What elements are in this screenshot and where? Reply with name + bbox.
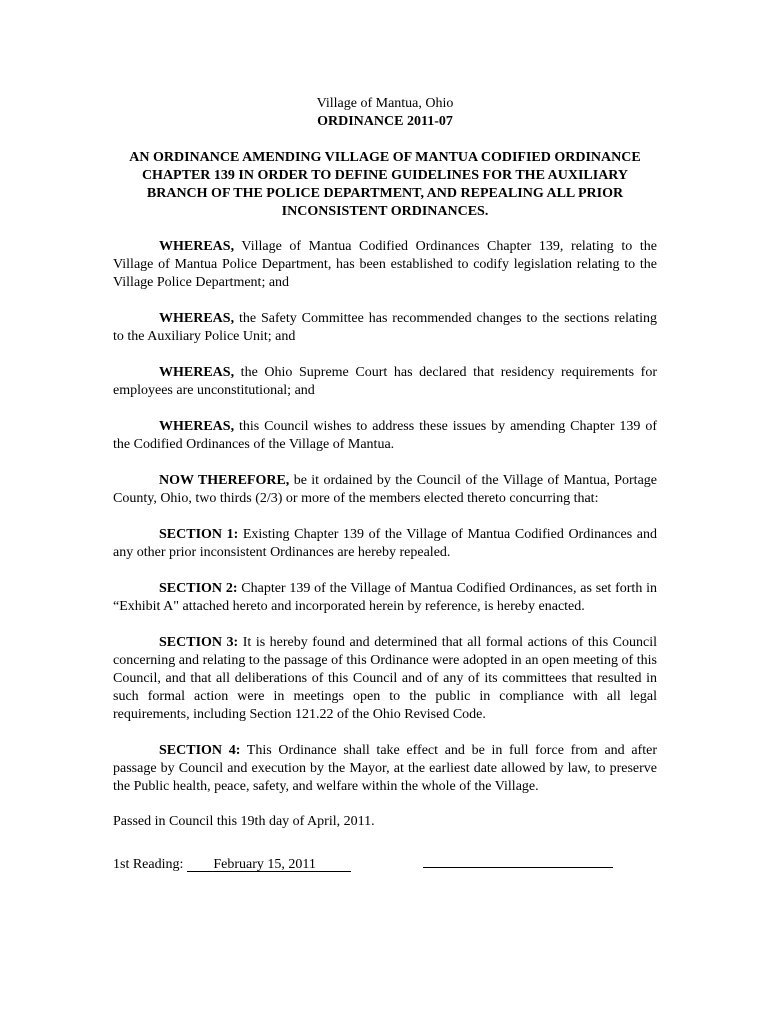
paragraph-text: the Safety Committee has recommended changes to the sections relating to the Auxiliary Police Unit; and — [113, 311, 657, 344]
document-header — [113, 95, 657, 131]
paragraph-text: This Ordinance shall take effect and be in full force from and after passage by Council and execution by the Mayor, at the earliest date allowed by law, to preserve the Public health, peace, safety, and welfare within the whole of the Village. — [113, 743, 657, 794]
paragraph-lead: SECTION 2: — [159, 581, 238, 596]
whereas-paragraph-4 — [113, 418, 657, 454]
paragraph-lead: NOW THEREFORE, — [159, 473, 290, 488]
whereas-paragraph-2 — [113, 310, 657, 346]
paragraph-lead: WHEREAS, — [159, 239, 235, 254]
paragraph-text: be it ordained by the Council of the Village of Mantua, Portage County, Ohio, two thirds (2/3) or more of the members elected thereto concurring that: — [113, 473, 657, 506]
signature-line — [423, 851, 613, 868]
paragraph-lead: WHEREAS, — [159, 311, 235, 326]
paragraph-lead: WHEREAS, — [159, 419, 235, 434]
village-name: Village of Mantua, Ohio — [316, 96, 454, 111]
ordinance-title: AN ORDINANCE AMENDING VILLAGE OF MANTUA CODIFIED ORDINANCE CHAPTER 139 IN ORDER TO DEFINE GUIDELINES FOR THE AUXILIARY BRANCH OF THE POLICE DEPARTMENT, AND REPEALING ALL PRIOR INCONSISTENT ORDINANCES. — [129, 150, 641, 219]
now-therefore-paragraph — [113, 472, 657, 508]
paragraph-text: Village of Mantua Codified Ordinances Chapter 139, relating to the Village of Mantua Police Department, has been established to codify legislation relating to the Village Police Department; and — [113, 239, 657, 290]
section-4-paragraph — [113, 742, 657, 796]
paragraph-text: It is hereby found and determined that all formal actions of this Council concerning and relating to the passage of this Ordinance were adopted in an open meeting of this Council, and that all deliberations of this Council and of any of its committees that resulted in such formal action were in meetings open to the public in compliance with all legal requirements, including Section 121.22 of the Ohio Revised Code. — [113, 635, 658, 722]
paragraph-text: Chapter 139 of the Village of Mantua Codified Ordinances, as set forth in “Exhibit A" attached hereto and incorporated herein by reference, is hereby enacted. — [113, 581, 658, 614]
section-2-paragraph — [113, 580, 657, 616]
first-reading-row — [113, 851, 657, 874]
passed-in-council: Passed in Council this 19th day of April, 2011. — [113, 814, 375, 829]
whereas-paragraph-1 — [113, 238, 657, 292]
paragraph-lead: WHEREAS, — [159, 365, 235, 380]
section-1-paragraph — [113, 526, 657, 562]
section-3-paragraph — [113, 634, 657, 724]
reading-date: February 15, 2011 — [187, 856, 351, 872]
paragraph-lead: SECTION 1: — [159, 527, 239, 542]
paragraph-lead: SECTION 4: — [159, 743, 241, 758]
ordinance-number: ORDINANCE 2011-07 — [317, 114, 453, 129]
paragraph-text: Existing Chapter 139 of the Village of Mantua Codified Ordinances and any other prior inconsistent Ordinances are hereby repealed. — [113, 527, 657, 560]
paragraph-lead: SECTION 3: — [159, 635, 239, 650]
whereas-paragraph-3 — [113, 364, 657, 400]
paragraph-text: the Ohio Supreme Court has declared that residency requirements for employees are unconstitutional; and — [113, 365, 657, 398]
reading-label: 1st Reading: — [113, 857, 184, 872]
paragraph-text: this Council wishes to address these issues by amending Chapter 139 of the Codified Ordinances of the Village of Mantua. — [113, 419, 657, 452]
